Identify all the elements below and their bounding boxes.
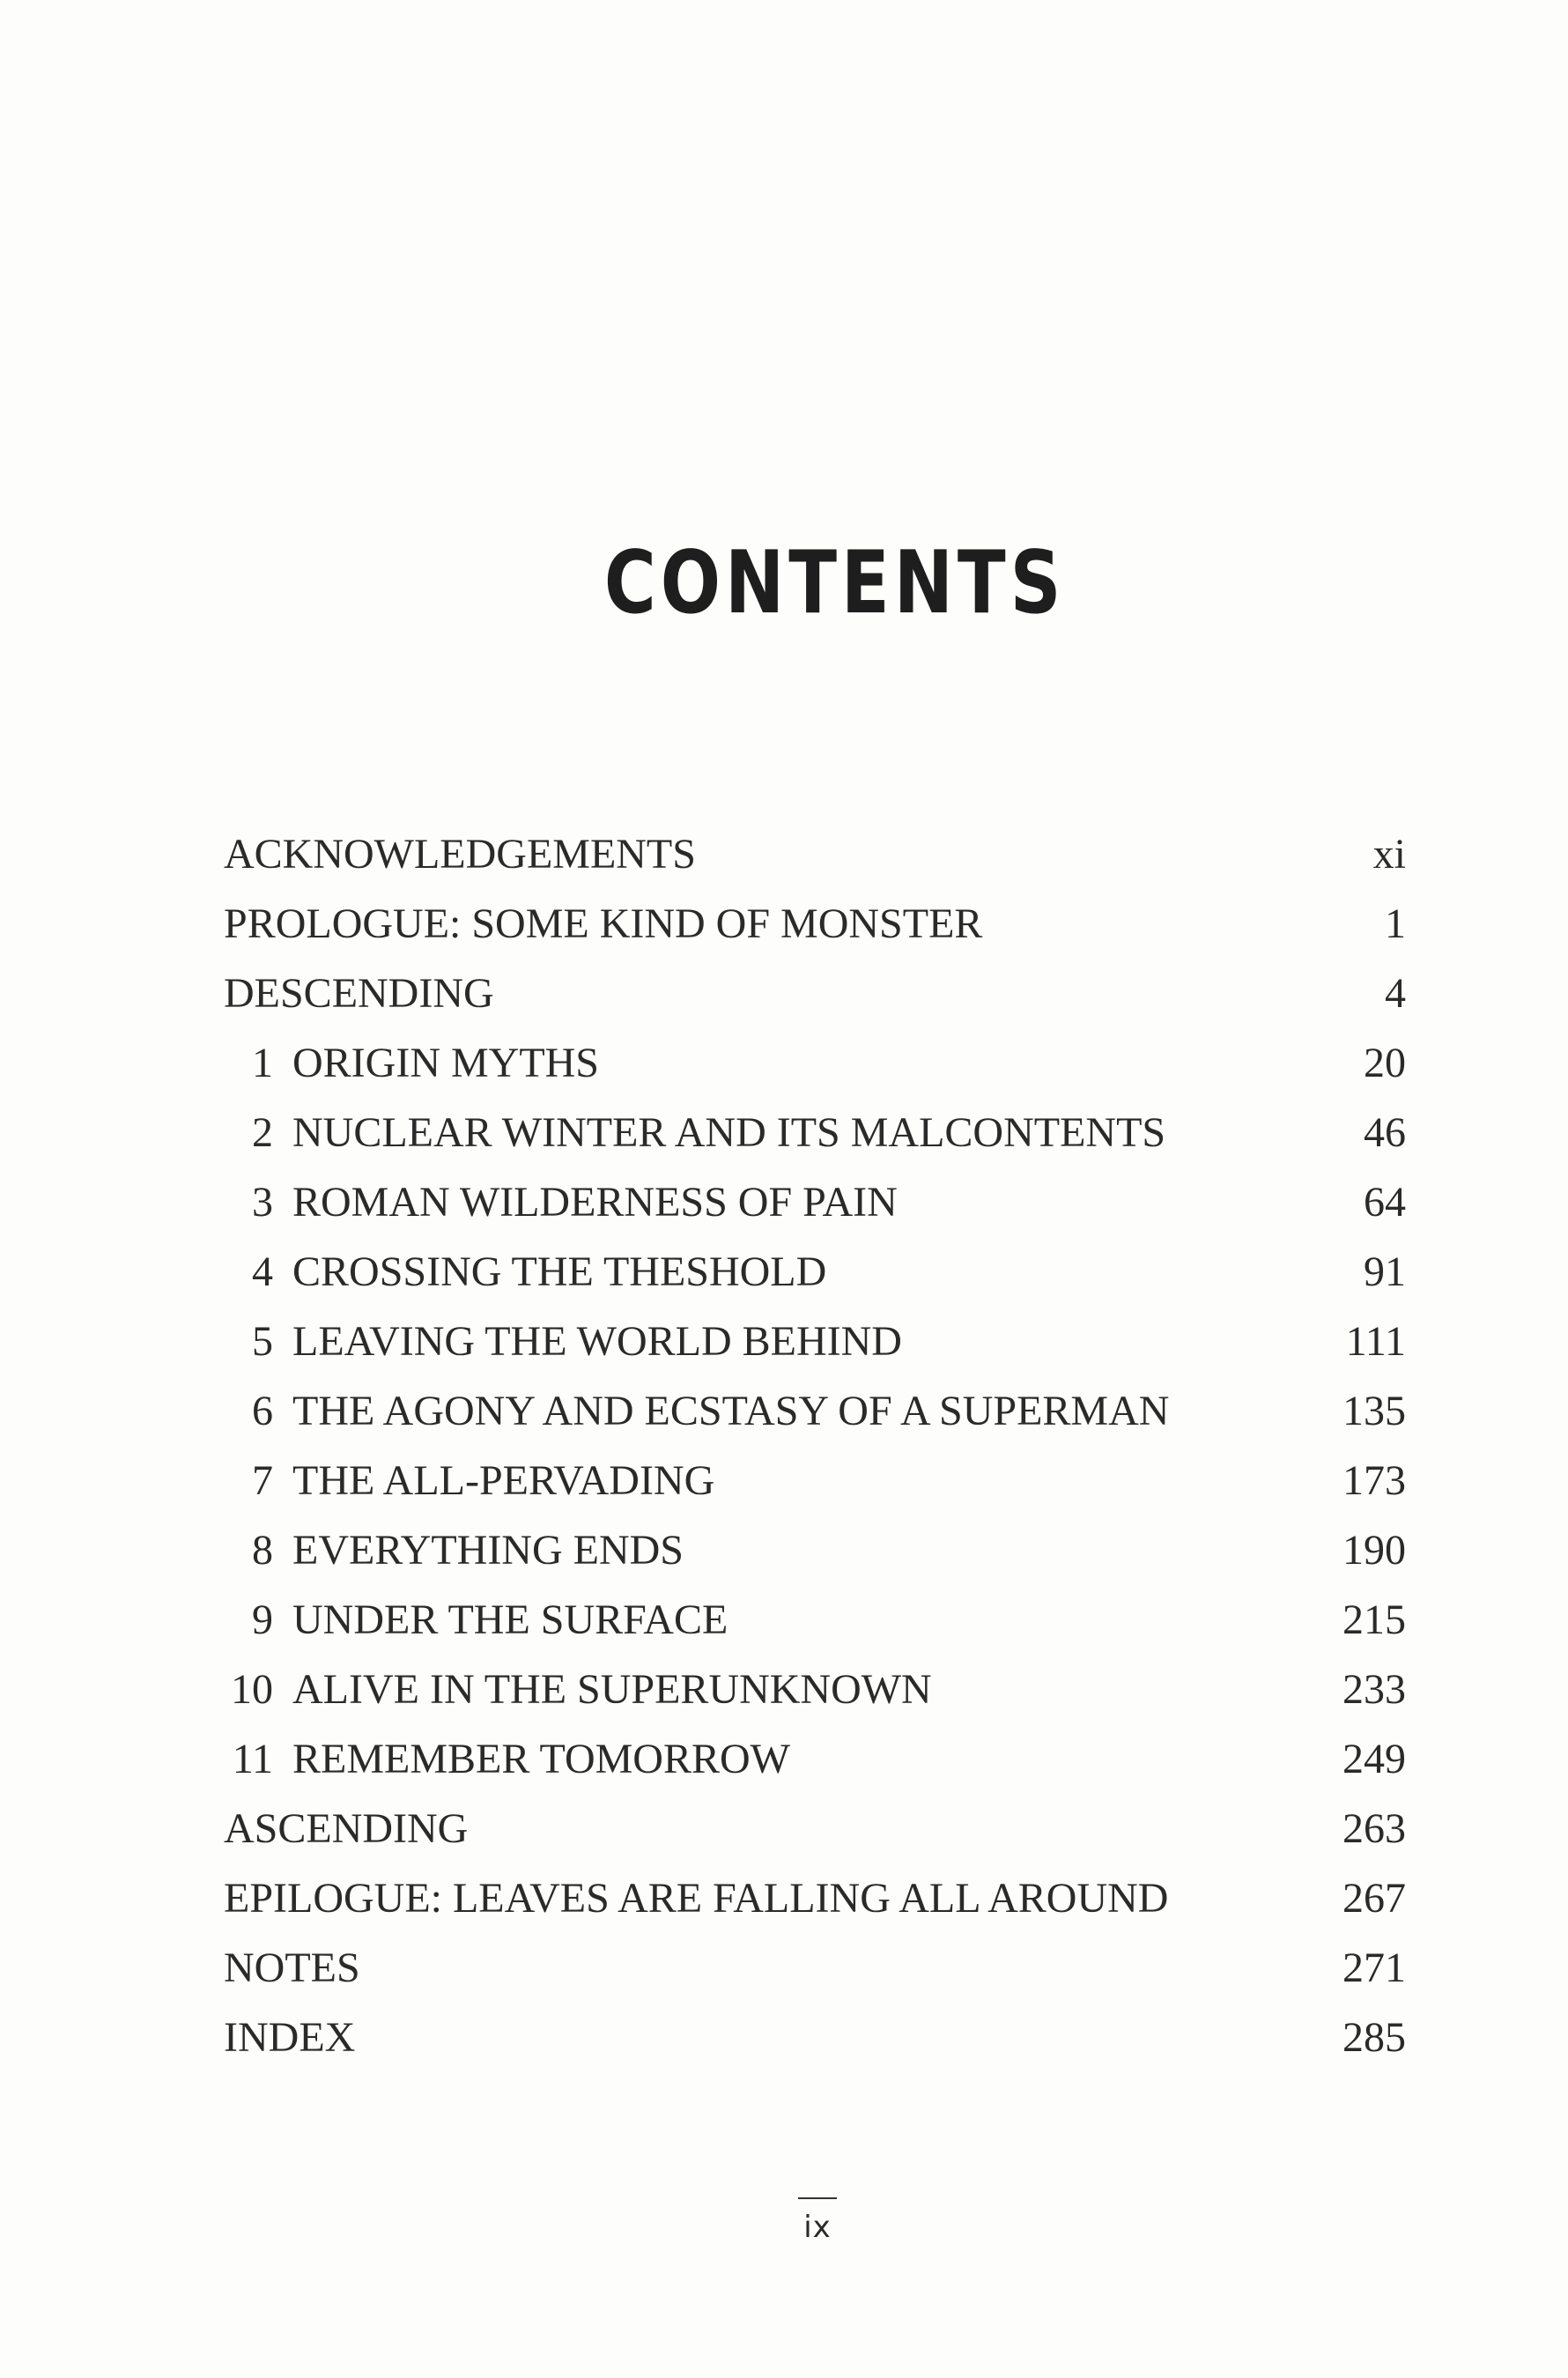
entry-page-number: 267 — [1342, 1875, 1406, 1922]
chapter-number: 5 — [252, 1318, 273, 1365]
folio-text: ix — [803, 2210, 832, 2245]
entry-title: NOTES — [224, 1945, 360, 1991]
chapter-number: 9 — [252, 1596, 273, 1643]
entry-title: PROLOGUE: SOME KIND OF MONSTER — [224, 900, 983, 947]
entry-title: ORIGIN MYTHS — [292, 1040, 599, 1086]
page-title — [147, 533, 1433, 633]
toc-entry — [224, 1794, 1406, 1863]
entry-title: EVERYTHING ENDS — [292, 1527, 684, 1574]
entry-page-number: 91 — [1364, 1248, 1406, 1295]
toc-entry — [224, 1585, 1406, 1655]
entry-page-number: xi — [1372, 831, 1406, 878]
toc-entry — [224, 1167, 1406, 1237]
chapter-number: 1 — [252, 1040, 273, 1086]
toc-entry — [224, 1376, 1406, 1446]
entry-title: LEAVING THE WORLD BEHIND — [292, 1318, 902, 1365]
entry-page-number: 20 — [1364, 1040, 1406, 1086]
entry-page-number: 4 — [1385, 970, 1406, 1017]
entry-page-number: 215 — [1342, 1596, 1406, 1643]
chapter-number: 10 — [231, 1666, 273, 1713]
toc-entry — [224, 1724, 1406, 1794]
entry-title: NUCLEAR WINTER AND ITS MALCONTENTS — [292, 1109, 1166, 1156]
entry-title: CROSSING THE THESHOLD — [292, 1248, 827, 1295]
page-number — [775, 2197, 860, 2245]
entry-page-number: 285 — [1342, 2014, 1406, 2061]
entry-page-number: 1 — [1385, 900, 1406, 947]
entry-title: REMEMBER TOMORROW — [292, 1736, 790, 1782]
entry-title: INDEX — [224, 2014, 356, 2061]
toc-entry — [224, 1446, 1406, 1515]
toc-entry — [224, 1933, 1406, 2003]
entry-title: ASCENDING — [224, 1805, 469, 1852]
entry-title: EPILOGUE: LEAVES ARE FALLING ALL AROUND — [224, 1875, 1169, 1922]
entry-title: ALIVE IN THE SUPERUNKNOWN — [292, 1666, 932, 1713]
entry-title: DESCENDING — [224, 970, 494, 1017]
toc-entry — [224, 1863, 1406, 1933]
entry-page-number: 173 — [1342, 1457, 1406, 1504]
entry-page-number: 271 — [1342, 1945, 1406, 1991]
chapter-number: 8 — [252, 1527, 273, 1574]
toc-entry — [224, 1237, 1406, 1307]
entry-page-number: 249 — [1342, 1736, 1406, 1782]
toc-entry — [224, 1098, 1406, 1167]
toc-entry — [224, 819, 1406, 889]
toc-entry — [224, 1028, 1406, 1098]
entry-page-number: 263 — [1342, 1805, 1406, 1852]
chapter-number: 7 — [252, 1457, 273, 1504]
entry-title: THE AGONY AND ECSTASY OF A SUPERMAN — [292, 1388, 1170, 1434]
entry-title: UNDER THE SURFACE — [292, 1596, 729, 1643]
entry-page-number: 135 — [1342, 1388, 1406, 1434]
toc-entry — [224, 2003, 1406, 2072]
entry-page-number: 190 — [1342, 1527, 1406, 1574]
toc-entry — [224, 1655, 1406, 1724]
folio-rule — [798, 2197, 837, 2199]
entry-title: THE ALL-PERVADING — [292, 1457, 715, 1504]
entry-title: ACKNOWLEDGEMENTS — [224, 831, 696, 878]
entry-page-number: 46 — [1364, 1109, 1406, 1156]
toc-entry — [224, 959, 1406, 1028]
entry-title: ROMAN WILDERNESS OF PAIN — [292, 1179, 898, 1226]
toc-entry — [224, 889, 1406, 959]
chapter-number: 2 — [252, 1109, 273, 1156]
entry-page-number: 111 — [1345, 1318, 1406, 1365]
toc-entry — [224, 1307, 1406, 1376]
contents-heading: CONTENTS — [603, 533, 1066, 633]
chapter-number: 6 — [252, 1388, 273, 1434]
entry-page-number: 233 — [1342, 1666, 1406, 1713]
chapter-number: 3 — [252, 1179, 273, 1226]
entry-page-number: 64 — [1364, 1179, 1406, 1226]
toc-entry — [224, 1515, 1406, 1585]
table-of-contents — [224, 819, 1406, 2072]
chapter-number: 4 — [252, 1248, 273, 1295]
chapter-number: 11 — [232, 1736, 273, 1782]
